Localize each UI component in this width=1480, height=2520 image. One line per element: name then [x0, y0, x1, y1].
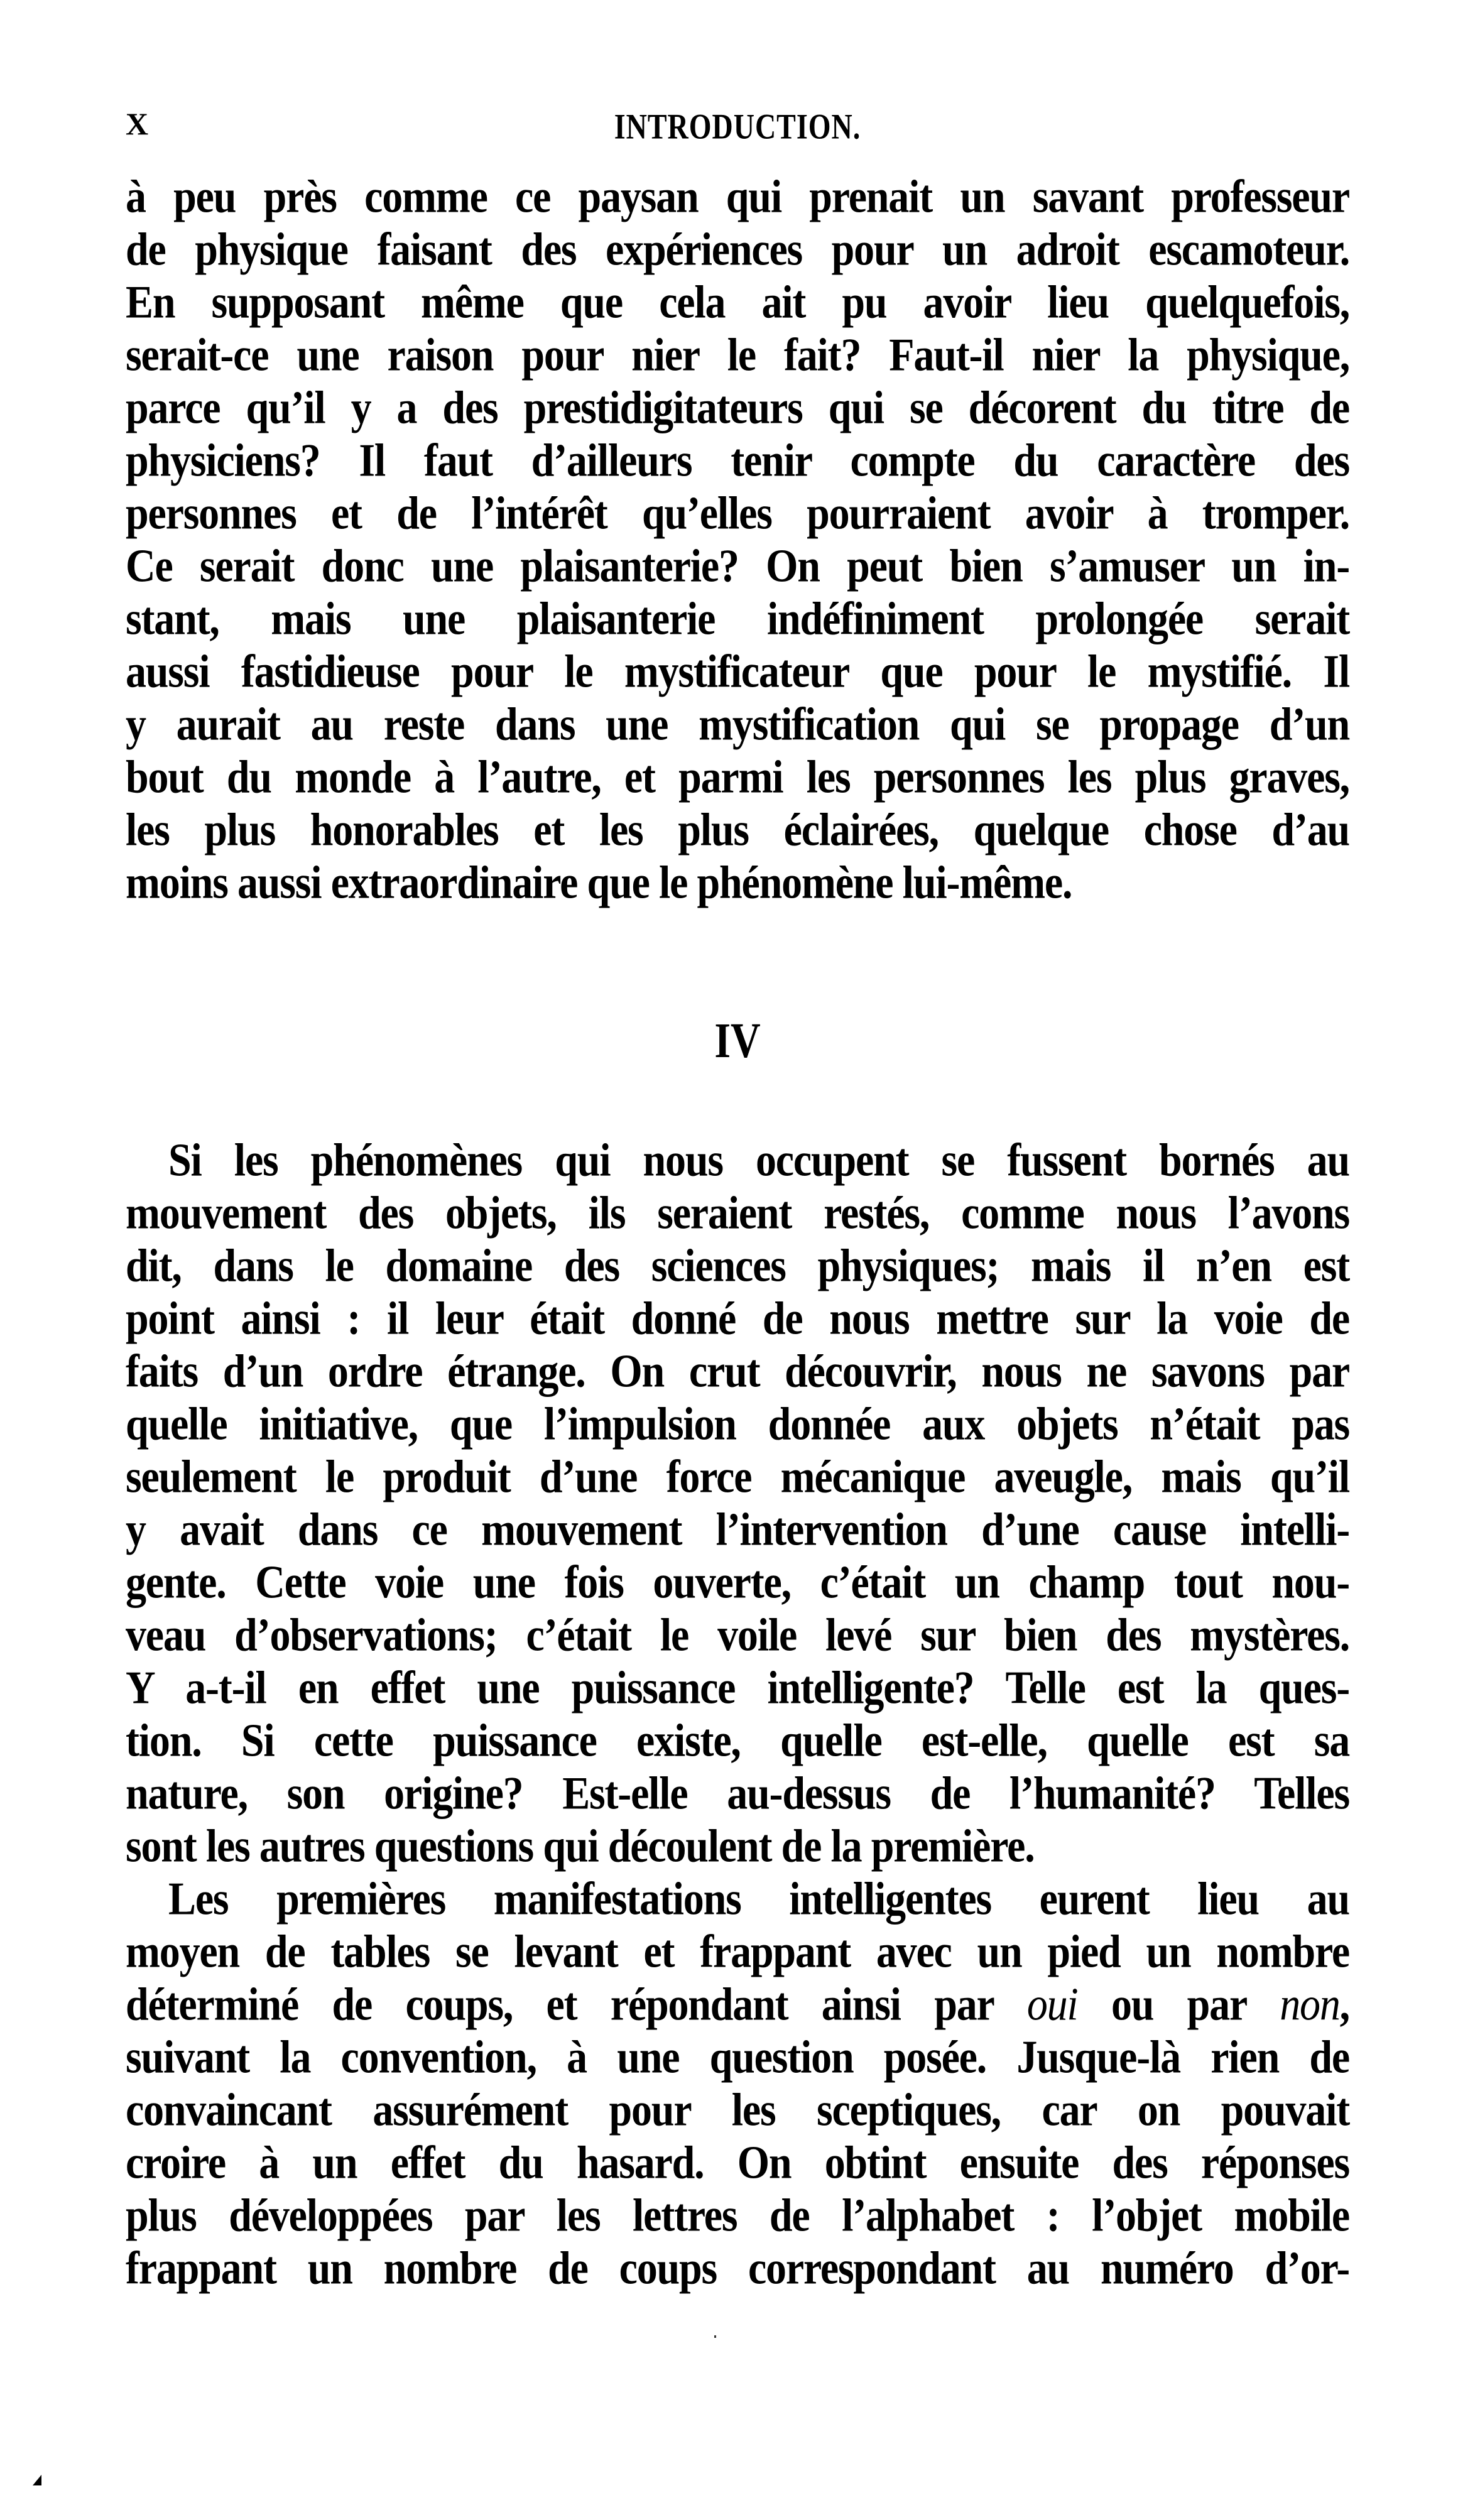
text-line: plus développées par les lettres de l’alphabet : l’objet mobile: [126, 2190, 1349, 2242]
text-line: moyen de tables se levant et frappant avec un pied un nombre: [126, 1926, 1349, 1978]
text-line: frappant un nombre de coups correspondant au numéro d’or-: [126, 2242, 1349, 2295]
section-heading: IV: [714, 1013, 761, 1069]
text-segment: ,: [1339, 1979, 1349, 2031]
text-line: moins aussi extraordinaire que le phénomène lui-même.: [126, 857, 1072, 909]
running-head: [126, 106, 1349, 149]
text-line: nature, son origine? Est-elle au-dessus de l’humanité? Telles: [126, 1768, 1349, 1820]
text-segment: déterminé de coups, et répondant ainsi par: [126, 1979, 994, 2031]
text-line: aussi fastidieuse pour le mystificateur que pour le mystifié. Il: [126, 646, 1349, 698]
text-line-with-italics: [126, 1975, 1349, 2034]
text-line: mouvement des objets, ils seraient restés, comme nous l’avons: [126, 1187, 1349, 1239]
italic-non: non: [1280, 1979, 1340, 2031]
text-line: point ainsi : il leur était donné de nous mettre sur la voie de: [126, 1293, 1349, 1345]
text-line: veau d’observations; c’était le voile levé sur bien des mystères.: [126, 1609, 1349, 1661]
text-line: serait-ce une raison pour nier le fait? Faut-il nier la physique,: [126, 329, 1349, 381]
page-number: X: [126, 106, 150, 141]
text-line: convaincant assurément pour les sceptiques, car on pouvait: [126, 2084, 1349, 2136]
text-line: seulement le produit d’une force mécanique aveugle, mais qu’il: [126, 1451, 1349, 1503]
text-segment: ou par: [1111, 1979, 1246, 2031]
text-line: En supposant même que cela ait pu avoir lieu quelquefois,: [126, 276, 1349, 329]
text-line: les plus honorables et les plus éclairées, quelque chose d’au: [126, 804, 1349, 856]
text-line: gente. Cette voie une fois ouverte, c’était un champ tout nou-: [126, 1556, 1349, 1609]
text-line: Si les phénomènes qui nous occupent se fussent bornés au: [168, 1134, 1349, 1187]
text-line: Y a-t-il en effet une puissance intelligente? Telle est la ques-: [126, 1662, 1349, 1714]
paragraph-1: [126, 1134, 1349, 1873]
text-line: à peu près comme ce paysan qui prenait un savant professeur: [126, 171, 1349, 223]
text-line: sont les autres questions qui découlent de la première.: [126, 1820, 1035, 1872]
text-line: stant, mais une plaisanterie indéfiniment prolongée serait: [126, 593, 1349, 645]
text-line: physiciens? Il faut d’ailleurs tenir compte du caractère des: [126, 435, 1349, 487]
paragraph-continued: [126, 171, 1349, 910]
text-line: croire à un effet du hasard. On obtint ensuite des réponses: [126, 2137, 1349, 2189]
text-line: quelle initiative, que l’impulsion donnée aux objets n’était pas: [126, 1398, 1349, 1450]
text-line: dit, dans le domaine des sciences physiques; mais il n’en est: [126, 1240, 1349, 1292]
text-line: suivant la convention, à une question posée. Jusque-là rien de: [126, 2031, 1349, 2083]
paragraph-2: [126, 1873, 1349, 2295]
text-line: bout du monde à l’autre, et parmi les personnes les plus graves,: [126, 751, 1349, 803]
text-line: Les premières manifestations intelligentes eurent lieu au: [168, 1873, 1349, 1925]
text-line: personnes et de l’intérêt qu’elles pourraient avoir à tromper.: [126, 487, 1349, 540]
text-line: tion. Si cette puissance existe, quelle est-elle, quelle est sa: [126, 1715, 1349, 1767]
book-page: [126, 0, 1349, 2520]
text-line: y aurait au reste dans une mystification qui se propage d’un: [126, 698, 1349, 751]
text-line: parce qu’il y a des prestidigitateurs qui se décorent du titre de: [126, 382, 1349, 434]
text-line: Ce serait donc une plaisanterie? On peut bien s’amuser un in-: [126, 540, 1349, 592]
running-title: INTRODUCTION.: [614, 106, 861, 146]
scan-speck: [714, 2335, 716, 2338]
scan-corner-mark-icon: [33, 2475, 41, 2485]
text-line: y avait dans ce mouvement l’intervention d’une cause intelli-: [126, 1504, 1349, 1556]
italic-oui: oui: [1026, 1979, 1078, 2031]
text-line: de physique faisant des expériences pour un adroit escamoteur.: [126, 224, 1349, 276]
text-line: faits d’un ordre étrange. On crut découvrir, nous ne savons par: [126, 1345, 1349, 1398]
